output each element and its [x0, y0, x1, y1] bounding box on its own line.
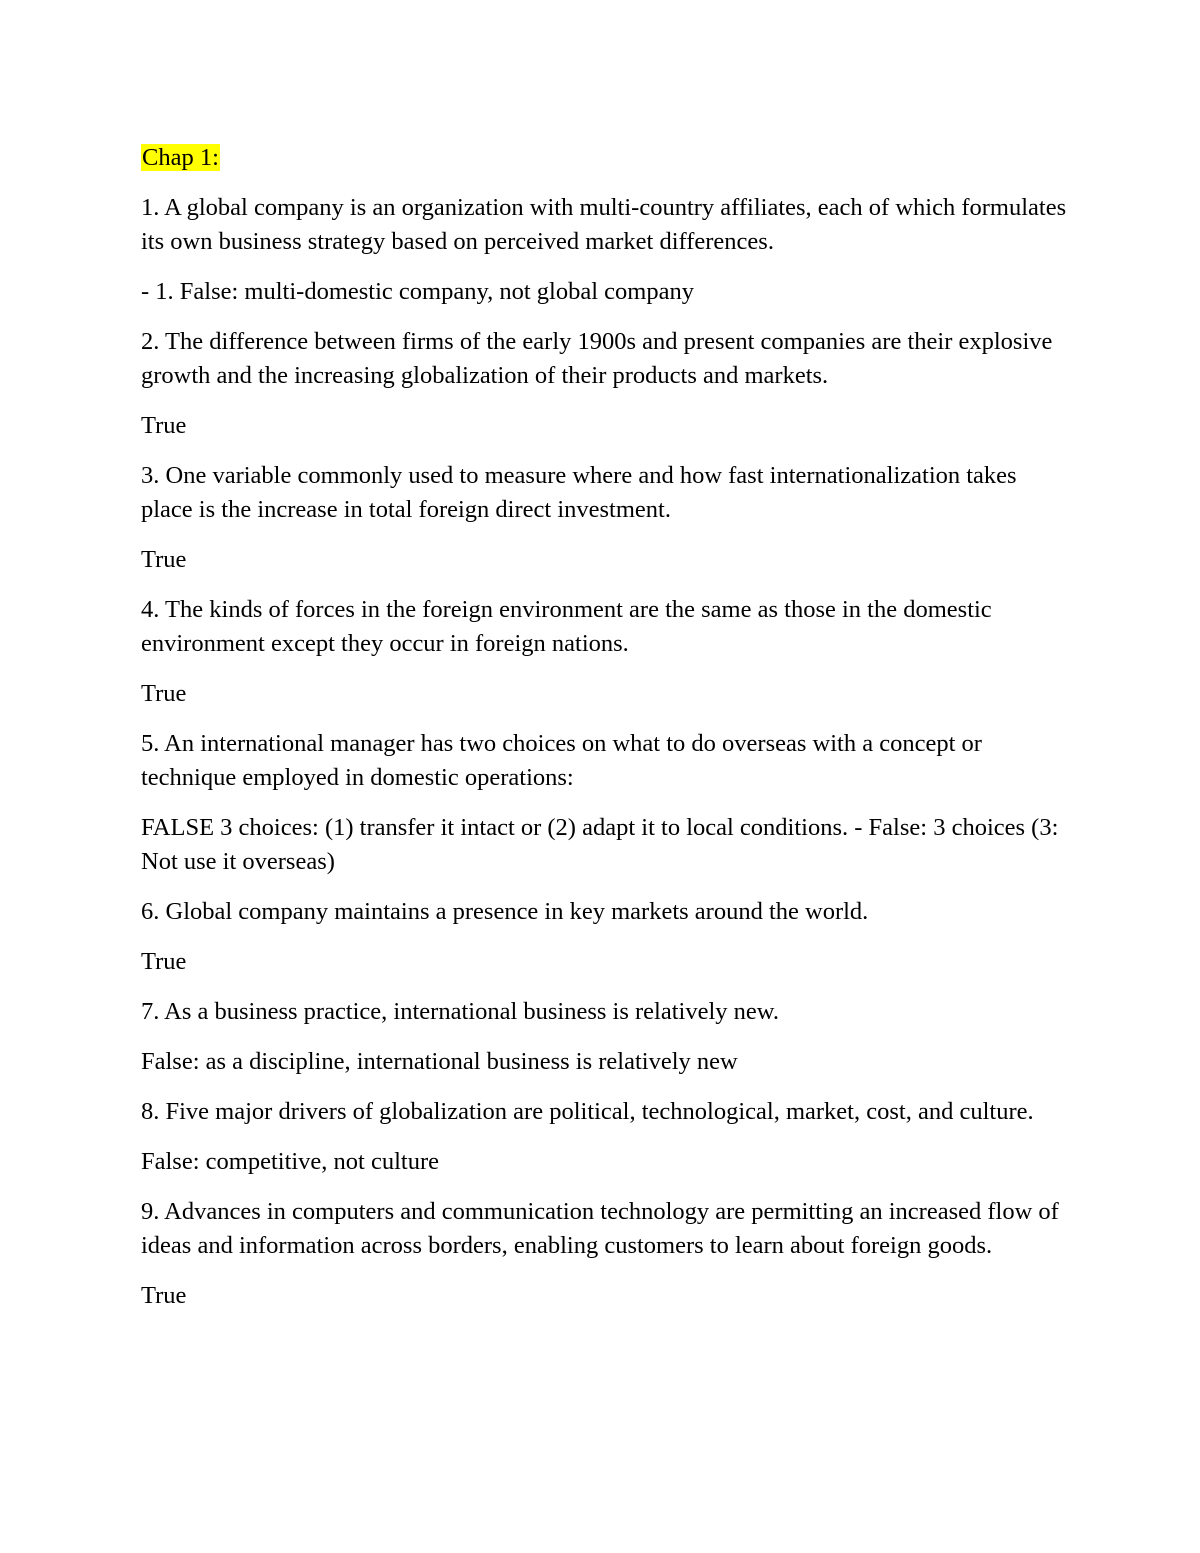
- answer-2: True: [141, 412, 187, 439]
- question-8: 8. Five major drivers of globalization are political, technological, market, cost, and culture.: [141, 1098, 1034, 1125]
- answer-8: False: competitive, not culture: [141, 1148, 440, 1175]
- question-9: 9. Advances in computers and communication technology are permitting an increased flow of ideas and information across borders, enabling customers to learn about foreign goods.: [141, 1198, 1059, 1259]
- question-1: 1. A global company is an organization with multi-country affiliates, each of which formulates its own business strategy based on perceived market differences.: [141, 194, 1067, 255]
- question-6: 6. Global company maintains a presence in key markets around the world.: [141, 898, 869, 925]
- answer-5: FALSE 3 choices: (1) transfer it intact or (2) adapt it to local conditions. - False: 3 choices (3: Not use it overseas): [141, 814, 1059, 875]
- answer-6: True: [141, 948, 187, 975]
- answer-3: True: [141, 546, 187, 573]
- question-4: 4. The kinds of forces in the foreign environment are the same as those in the domestic environment except they occur in foreign nations.: [141, 596, 992, 657]
- answer-4: True: [141, 680, 187, 707]
- document-body: [141, 141, 1071, 1329]
- answer-1: - 1. False: multi-domestic company, not global company: [141, 278, 694, 305]
- chapter-heading: [141, 141, 1071, 175]
- question-7: 7. As a business practice, international business is relatively new.: [141, 998, 779, 1025]
- question-2: 2. The difference between firms of the early 1900s and present companies are their explosive growth and the increasing globalization of their products and markets.: [141, 328, 1053, 389]
- question-3: 3. One variable commonly used to measure where and how fast internationalization takes place is the increase in total foreign direct investment.: [141, 462, 1017, 523]
- chapter-heading-text: Chap 1:: [142, 144, 219, 171]
- answer-9: True: [141, 1282, 187, 1309]
- question-5: 5. An international manager has two choices on what to do overseas with a concept or technique employed in domestic operations:: [141, 730, 982, 791]
- answer-7: False: as a discipline, international business is relatively new: [141, 1048, 738, 1075]
